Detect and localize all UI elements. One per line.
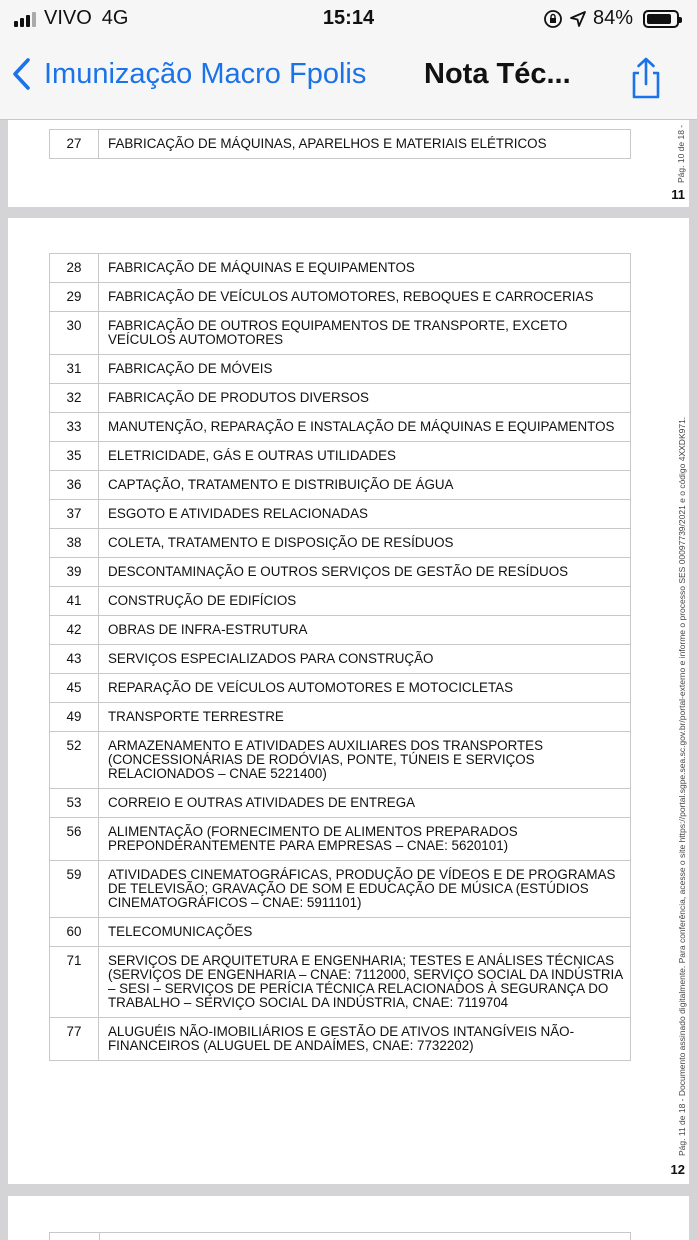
table-row [50,500,631,529]
cnae-description: COLETA, TRATAMENTO E DISPOSIÇÃO DE RESÍDUOS [99,529,631,558]
cnae-description: ESGOTO E ATIVIDADES RELACIONADAS [99,500,631,529]
table-row [50,818,631,861]
cnae-code: 36 [50,471,99,500]
cnae-description: CAPTAÇÃO, TRATAMENTO E DISTRIBUIÇÃO DE ÁGUA [99,471,631,500]
cnae-code: 52 [50,732,99,789]
cnae-description: TELECOMUNICAÇÕES [99,918,631,947]
cnae-code: 37 [50,500,99,529]
table-row [50,703,631,732]
cnae-description: FABRICAÇÃO DE MÁQUINAS, APARELHOS E MATERIAIS ELÉTRICOS [99,130,631,159]
status-bar [0,0,697,40]
cnae-code: 31 [50,355,99,384]
table-row [50,442,631,471]
cnae-code: 33 [50,413,99,442]
status-time: 15:14 [322,7,375,29]
battery-percent: 84% [592,7,633,29]
cnae-description: FABRICAÇÃO DE OUTROS EQUIPAMENTOS DE TRANSPORTE, EXCETO VEÍCULOS AUTOMOTORES [99,312,631,355]
back-button-label: Imunização Macro Fpolis [44,58,367,90]
table-row [50,355,631,384]
cnae-code: 32 [50,384,99,413]
cnae-description: ELETRICIDADE, GÁS E OUTRAS UTILIDADES [99,442,631,471]
cnae-description: FABRICAÇÃO DE PRODUTOS DIVERSOS [99,384,631,413]
table-row [50,918,631,947]
table-row [50,674,631,703]
table-row [50,1018,631,1061]
page-side-text-11: Pág. 10 de 18 - [676,124,686,183]
cnae-code: 28 [50,254,99,283]
cnae-description: ATIVIDADES CINEMATOGRÁFICAS, PRODUÇÃO DE VÍDEOS E DE PROGRAMAS DE TELEVISÃO; GRAVAÇÃO DE SOM E EDUCAÇÃO DE MÚSICA (ESTÚDIOS CINEMATOGRÁFICOS – CNAE: 5911101) [99,861,631,918]
cnae-code: 30 [50,312,99,355]
share-button[interactable] [626,56,666,100]
share-icon [626,56,666,100]
cnae-description: FABRICAÇÃO DE MÓVEIS [99,355,631,384]
cnae-code: 39 [50,558,99,587]
table-row [50,732,631,789]
cnae-code: 27 [50,130,99,159]
table-row [50,645,631,674]
cnae-description: ALIMENTAÇÃO (FORNECIMENTO DE ALIMENTOS PREPARADOS PREPONDERANTEMENTE PARA EMPRESAS – CNAE: 5620101) [99,818,631,861]
table-row [50,283,631,312]
cnae-description: MANUTENÇÃO, REPARAÇÃO E INSTALAÇÃO DE MÁQUINAS E EQUIPAMENTOS [99,413,631,442]
pdf-page-11[interactable] [8,120,689,207]
cnae-code: 59 [50,861,99,918]
table-row [50,312,631,355]
document-title: Nota Téc... [424,58,571,90]
table-row [50,529,631,558]
table-row [50,413,631,442]
cnae-description: SERVIÇOS DE ARQUITETURA E ENGENHARIA; TESTES E ANÁLISES TÉCNICAS (SERVIÇOS DE ENGENHARIA – CNAE: 7112000, SERVIÇO SOCIAL DA INDÚSTRIA – SESI – SERVIÇOS DE PERÍCIA TÉCNICA RELACIONADOS À SEGURANÇA DO TRABALHO – SERVIÇO SOCIAL DA INDÚSTRIA, CNAE: 7119704 [99,947,631,1018]
battery-icon [643,10,679,28]
cnae-code: 53 [50,789,99,818]
location-icon [569,10,587,28]
cnae-code: 38 [50,529,99,558]
cnae-description: REPARAÇÃO DE VEÍCULOS AUTOMOTORES E MOTOCICLETAS [99,674,631,703]
cnae-description: ALUGUÉIS NÃO-IMOBILIÁRIOS E GESTÃO DE ATIVOS INTANGÍVEIS NÃO-FINANCEIROS (ALUGUEL DE ANDAÍMES, CNAE: 7732202) [99,1018,631,1061]
table-row [50,861,631,918]
pdf-page-12[interactable] [8,218,689,1184]
cnae-code: 77 [50,1018,99,1061]
cnae-code: 45 [50,674,99,703]
cnae-code: 42 [50,616,99,645]
cnae-description: DESCONTAMINAÇÃO E OUTROS SERVIÇOS DE GESTÃO DE RESÍDUOS [99,558,631,587]
cnae-description: FABRICAÇÃO DE VEÍCULOS AUTOMOTORES, REBOQUES E CARROCERIAS [99,283,631,312]
cnae-description: CORREIO E OUTRAS ATIVIDADES DE ENTREGA [99,789,631,818]
cnae-table-top [49,129,631,159]
back-button[interactable] [12,54,366,94]
navigation-bar [0,40,697,120]
cnae-description: FABRICAÇÃO DE MÁQUINAS E EQUIPAMENTOS [99,254,631,283]
cnae-description: TRANSPORTE TERRESTRE [99,703,631,732]
page-side-text-12: Pág. 11 de 18 - Documento assinado digitalmente. Para conferência, acesse o site https://portal.sgpe.sea.sc.gov.br/portal-externo e informe o processo SES 00097739/2021 e o código 4XXDK971. [677,416,687,1156]
table-row [50,471,631,500]
cnae-code: 56 [50,818,99,861]
table-row [50,254,631,283]
chevron-left-icon [12,57,32,91]
status-right [543,7,679,30]
table-row [50,558,631,587]
cnae-description: ARMAZENAMENTO E ATIVIDADES AUXILIARES DOS TRANSPORTES (CONCESSIONÁRIAS DE RODÓVIAS, PONTE, TÚNEIS E SERVIÇOS RELACIONADOS – CNAE 5221400) [99,732,631,789]
table-row [50,947,631,1018]
cnae-table [49,253,631,1061]
table-row [50,789,631,818]
table-continuation [49,1232,631,1240]
cnae-code: 60 [50,918,99,947]
table-row [50,616,631,645]
cnae-description: SERVIÇOS ESPECIALIZADOS PARA CONSTRUÇÃO [99,645,631,674]
table-row [50,587,631,616]
cnae-code: 41 [50,587,99,616]
cnae-code: 43 [50,645,99,674]
pdf-page-13[interactable] [8,1196,689,1240]
table-row [50,130,631,159]
cnae-code: 71 [50,947,99,1018]
cnae-description: OBRAS DE INFRA-ESTRUTURA [99,616,631,645]
page-number-11: 11 [671,187,685,202]
page-number-12: 12 [670,1162,685,1177]
orientation-lock-icon [543,9,563,29]
cnae-description: CONSTRUÇÃO DE EDIFÍCIOS [99,587,631,616]
table-row [50,384,631,413]
cnae-code: 49 [50,703,99,732]
carrier-label: VIVO [44,7,92,29]
cnae-code: 35 [50,442,99,471]
network-label: 4G [101,7,129,29]
cnae-code: 29 [50,283,99,312]
